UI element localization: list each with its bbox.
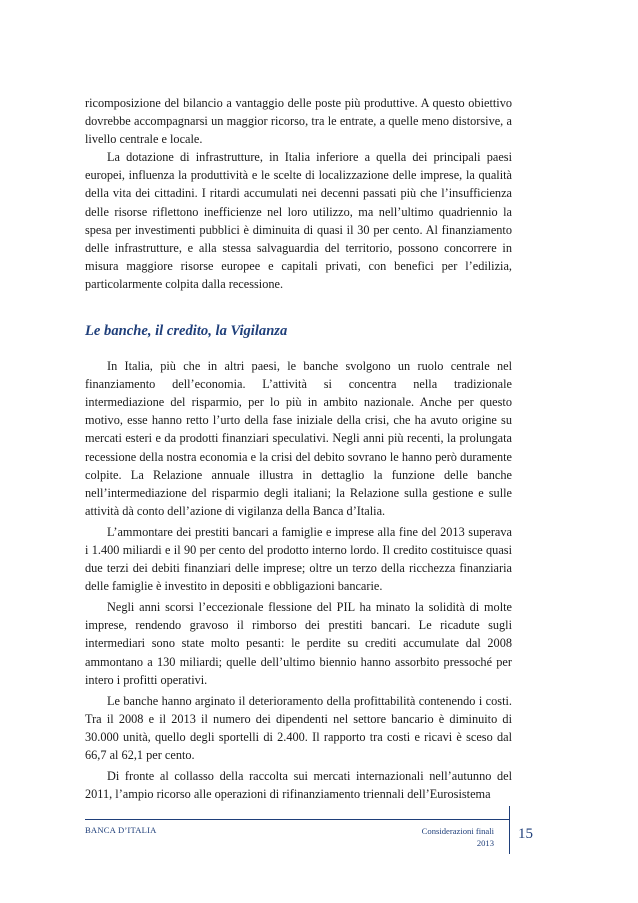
paragraph: In Italia, più che in altri paesi, le banche svolgono un ruolo centrale nel finanziamento dell’economia. L’attività si concentra nella tradizionale intermediazione del risparmio, per lo più in ambito nazionale. Anche per questo motivo, esse hanno retto l’urto della fase iniziale della crisi, che ha avuto origine su mercati esteri e da prodotti finanziari speculativi. Negli anni più recenti, la prolungata recessione della nostra economia e la crisi del debito sovrano le hanno però duramente colpite. La Relazione annuale illustra in dettaglio la funzione delle banche nell’intermediazione del risparmio degli italiani; la Relazione sulla gestione e sulle attività dà conto dell’azione di vigilanza della Banca d’Italia. bbox=[85, 359, 512, 518]
paragraph: ricomposizione del bilancio a vantaggio delle poste più produttive. A questo obiettivo dovrebbe accompagnarsi un maggior ricorso, tra le entrate, a quelle meno distorsive, a livello centrale e locale. bbox=[85, 96, 512, 147]
paragraph: Negli anni scorsi l’eccezionale flessione del PIL ha minato la solidità di molte imprese, rendendo gravoso il rimborso dei prestiti bancari. Le ricadute sugli intermediari sono state molto pesanti: le perdite su crediti accumulate dal 2008 ammontano a 130 miliardi; quelle dell’ultimo biennio hanno assorbito pressoché per intero i profitti operativi. bbox=[85, 600, 512, 687]
body-text bbox=[85, 94, 512, 803]
paragraph: Le banche hanno arginato il deterioramento della profittabilità contenendo i costi. Tra il 2008 e il 2013 il numero dei dipendenti nel settore bancario è diminuito di 30.000 unità, quello degli sportelli di 2.400. Il rapporto tra costi e ricavi è sceso dal 66,7 al 62,1 per cento. bbox=[85, 693, 512, 762]
section-heading: Le banche, il credito, la Vigilanza bbox=[85, 323, 288, 340]
footer-publisher: BANCA D’ITALIA bbox=[85, 825, 157, 835]
footer-vertical-divider bbox=[509, 806, 510, 854]
paragraph: Di fronte al collasso della raccolta sui mercati internazionali nell’autunno del 2011, l’ampio ricorso alle operazioni di rifinanziamento triennali dell’Eurosistema bbox=[85, 769, 512, 802]
footer-year: 2013 bbox=[476, 838, 494, 848]
footer-document-title: Considerazioni finali bbox=[421, 826, 494, 836]
footer-divider bbox=[85, 819, 509, 820]
page-number: 15 bbox=[518, 826, 533, 842]
paragraph: La dotazione di infrastrutture, in Italia inferiore a quella dei principali paesi europei, influenza la produttività e le scelte di localizzazione delle imprese, la qualità della vita dei cittadini. I ritardi accumulati nei decenni passati più che l’insufficienza delle risorse riflettono inefficienze nel loro utilizzo, ma nell’ultimo quadriennio la spesa per investimenti pubblici è diminuita di quasi il 30 per cento. Al finanziamento delle infrastrutture, e alla stessa salvaguardia del territorio, possono concorrere in misura maggiore risorse europee e capitali privati, con benefici per l’edilizia, particolarmente colpita dalla recessione. bbox=[85, 150, 512, 291]
paragraph: L’ammontare dei prestiti bancari a famiglie e imprese alla fine del 2013 superava i 1.400 miliardi e il 90 per cento del prodotto interno lordo. Il credito costituisce quasi due terzi dei debiti finanziari delle imprese; oltre un terzo della ricchezza finanziaria delle famiglie è investito in depositi e obbligazioni bancarie. bbox=[85, 524, 512, 594]
footer-document-info bbox=[390, 825, 494, 849]
